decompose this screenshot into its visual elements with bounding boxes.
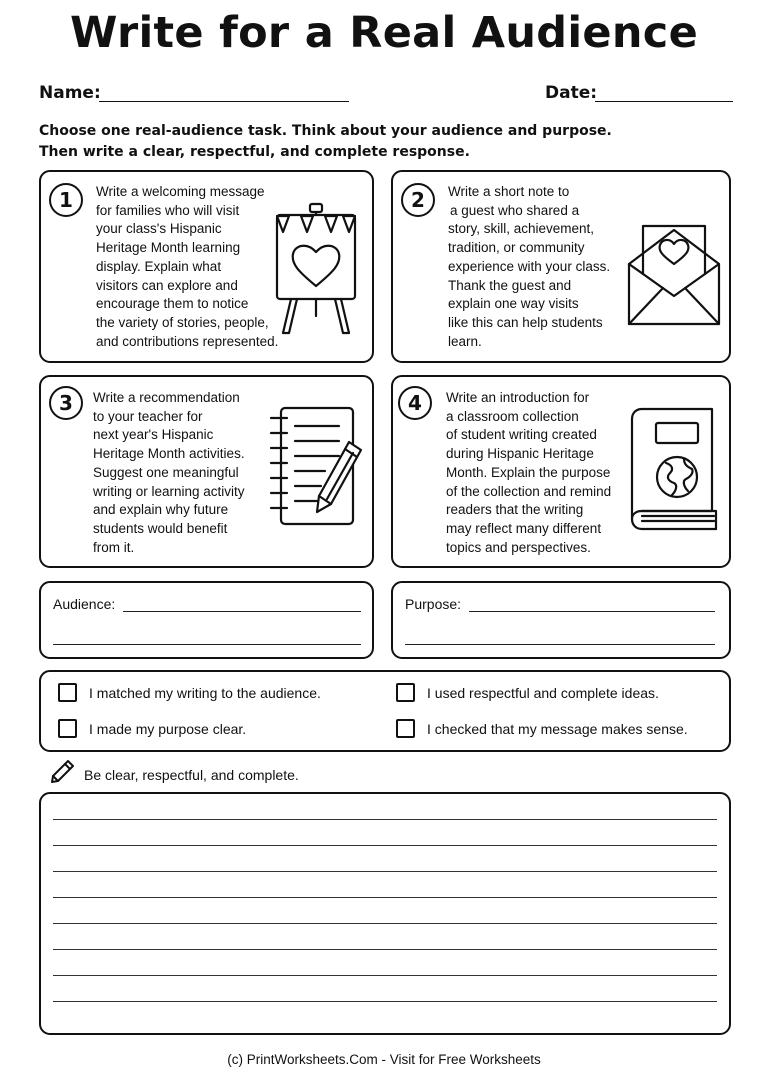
task-number-3: 3 (49, 386, 83, 420)
audience-line-2[interactable] (53, 644, 361, 645)
checkbox-3[interactable] (58, 719, 77, 738)
checklist-item-3[interactable] (58, 719, 246, 738)
checklist-label-1: I matched my writing to the audience. (89, 684, 321, 701)
name-label: Name: (39, 83, 101, 103)
purpose-line-2[interactable] (405, 644, 715, 645)
checkbox-2[interactable] (396, 683, 415, 702)
writing-area[interactable] (39, 792, 731, 1035)
audience-line-1[interactable] (123, 611, 361, 612)
writing-line[interactable] (53, 819, 717, 820)
notepad-pencil-icon (267, 404, 369, 526)
instructions (39, 121, 739, 163)
date-label: Date: (545, 83, 598, 103)
page-title: Write for a Real Audience (69, 8, 699, 58)
checklist-item-4[interactable] (396, 719, 688, 738)
pencil-icon (49, 759, 75, 785)
writing-line[interactable] (53, 923, 717, 924)
easel-heart-icon (271, 202, 361, 335)
checklist-label-3: I made my purpose clear. (89, 720, 247, 737)
checklist-label-4: I checked that my message makes sense. (427, 720, 688, 737)
envelope-heart-icon (625, 224, 723, 328)
audience-box (39, 581, 374, 659)
checkbox-4[interactable] (396, 719, 415, 738)
writing-line[interactable] (53, 949, 717, 950)
task-card-2[interactable] (391, 170, 731, 363)
task-number-2: 2 (401, 183, 435, 217)
task-text-4: Write an introduction for a classroom collection of student writing created during Hispanic Heritage Month. Explain the purpose of the collection and remind readers that the writing may reflect many different topics and perspectives. (446, 390, 612, 555)
checkbox-1[interactable] (58, 683, 77, 702)
writing-line[interactable] (53, 975, 717, 976)
checklist-item-2[interactable] (396, 683, 659, 702)
task-card-4[interactable] (391, 375, 731, 568)
writing-line[interactable] (53, 897, 717, 898)
instructions-line-1: Choose one real-audience task. Think about your audience and purpose. (39, 123, 612, 139)
purpose-label: Purpose: (405, 596, 462, 612)
task-text-1: Write a welcoming message for families who will visit your class's Hispanic Heritage Month learning display. Explain what visitors can explore and encourage them to notice the variety of stories, people, and contributions represented. (96, 184, 279, 349)
writing-line[interactable] (53, 871, 717, 872)
checklist-item-1[interactable] (58, 683, 321, 702)
checklist-label-2: I used respectful and complete ideas. (427, 684, 659, 701)
task-card-1[interactable] (39, 170, 374, 363)
task-text-2: Write a short note to a guest who shared a story, skill, achievement, tradition, or community experience with your class. Thank the guest and explain one way visits like this can help students learn. (448, 184, 611, 349)
task-card-3[interactable] (39, 375, 374, 568)
task-number-1: 1 (49, 183, 83, 217)
task-text-3: Write a recommendation to your teacher for next year's Hispanic Heritage Month activities. Suggest one meaningful writing or learning activity and explain why future students would benefit from it. (93, 390, 245, 555)
task-number-4: 4 (398, 386, 432, 420)
writing-tip: Be clear, respectful, and complete. (84, 767, 299, 783)
book-globe-icon (628, 407, 720, 533)
writing-line[interactable] (53, 845, 717, 846)
checklist-box (39, 670, 731, 752)
purpose-line-1[interactable] (469, 611, 715, 612)
purpose-box (391, 581, 731, 659)
date-field[interactable] (595, 101, 733, 102)
writing-line[interactable] (53, 1001, 717, 1002)
instructions-line-2: Then write a clear, respectful, and complete response. (39, 144, 470, 160)
footer: (c) PrintWorksheets.Com - Visit for Free Worksheets (227, 1052, 541, 1067)
name-field[interactable] (99, 101, 349, 102)
audience-label: Audience: (53, 596, 116, 612)
